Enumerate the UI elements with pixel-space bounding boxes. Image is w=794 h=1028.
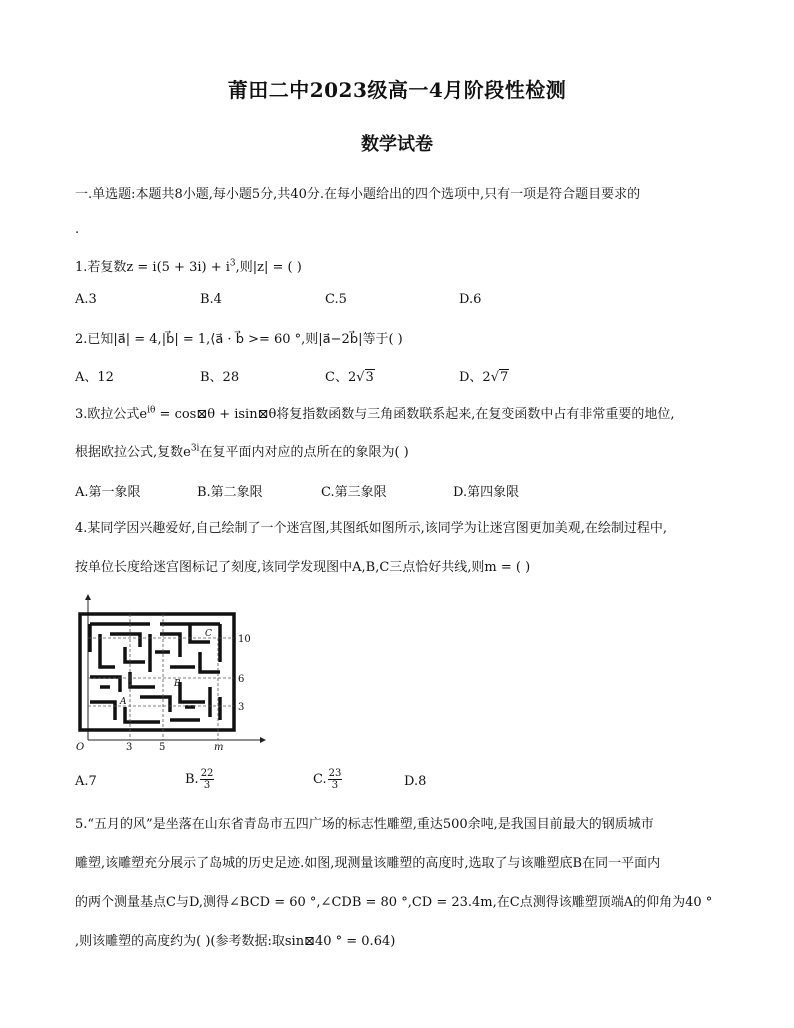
maze-inner-walls [90, 624, 220, 722]
q2-option-d: D、2√7 [459, 370, 509, 385]
y-tick-6: 6 [238, 674, 245, 685]
y-tick-10: 10 [238, 634, 251, 645]
q3-line2-sup: 3i [190, 443, 200, 454]
q2-option-c: C、2√3 [325, 370, 374, 385]
question-1-stem [75, 256, 302, 275]
q3-option-b: B.第二象限 [197, 485, 263, 500]
q4-option-a: A.7 [75, 774, 97, 789]
page-subtitle: 数学试卷 [361, 134, 433, 155]
section-header: 一.单选题:本题共8小题,每小题5分,共40分.在每小题给出的四个选项中,只有一项是符合题目要求的 [75, 187, 641, 202]
q1-option-d: D.6 [459, 292, 482, 307]
x-tick-3: 3 [126, 742, 133, 753]
q3-line1-sup: iθ [147, 405, 156, 416]
question-5-line-4: ,则该雕塑的高度约为( )(参考数据:取sin⊠40 ° = 0.64) [75, 934, 396, 949]
q4-option-b-fraction [200, 768, 215, 791]
x-tick-5: 5 [159, 742, 166, 753]
maze-figure [70, 592, 270, 756]
q4-option-b-denominator: 3 [203, 780, 211, 791]
q4-option-b-label: B. [185, 772, 199, 787]
q3-option-d: D.第四象限 [453, 485, 520, 500]
q1-stem-sup: 3 [229, 258, 236, 269]
question-5-line-2: 雕塑,该雕塑充分展示了岛城的历史足迹.如图,现测量该雕塑的高度时,选取了与该雕塑底B在同一平面内 [75, 856, 661, 871]
origin-label: O [76, 742, 85, 753]
section-header-tail: . [75, 222, 80, 237]
q1-stem-part: ,则|z| = ( ) [235, 260, 302, 275]
q1-option-b: B.4 [200, 292, 222, 307]
question-5-line-3: 的两个测量基点C与D,测得∠BCD = 60 °,∠CDB = 80 °,CD = 23.4m,在C点测得该雕塑顶端A的仰角为40 ° [75, 895, 713, 910]
q4-option-b-numerator: 22 [200, 768, 214, 779]
q1-option-a: A.3 [75, 292, 97, 307]
q1-option-c: C.5 [325, 292, 347, 307]
q4-option-c-denominator: 3 [331, 780, 339, 791]
question-3-line-1 [75, 403, 675, 422]
y-tick-3: 3 [238, 702, 245, 713]
q3-option-c: C.第三象限 [321, 485, 387, 500]
q2-option-d-label: D、2 [459, 370, 491, 385]
q2-option-c-radicand: 3 [365, 370, 374, 385]
q3-line2-part: 根据欧拉公式,复数e [75, 445, 191, 460]
question-3-line-2 [75, 441, 409, 460]
point-c-label: C [205, 629, 212, 639]
point-b-label: B [174, 679, 181, 689]
page-title: 莆田二中2023级高一4月阶段性检测 [227, 78, 567, 102]
q3-line2-part: 在复平面内对应的点所在的象限为( ) [199, 445, 409, 460]
q2-option-a: A、12 [75, 370, 114, 385]
question-2-stem: 2.已知|a⃗| = 4,|b⃗| = 1,⟨a⃗ · b⃗ >= 60 °,则|a⃗−2b⃗|等于( ) [75, 332, 403, 347]
q4-option-c-label: C. [313, 772, 327, 787]
q4-option-b [185, 768, 215, 791]
x-axis-arrow-icon [260, 737, 266, 743]
question-4-line-2: 按单位长度给迷宫图标记了刻度,该同学发现图中A,B,C三点恰好共线,则m = ( ) [75, 560, 531, 575]
q2-option-b: B、28 [200, 370, 240, 385]
q4-option-c [313, 768, 343, 791]
q2-option-c-label: C、2 [325, 370, 357, 385]
q4-option-c-fraction [328, 768, 343, 791]
q3-line1-part: = cos⊠θ + isin⊠θ将复指数函数与三角函数联系起来,在复变函数中占有非常重要的地位, [155, 407, 675, 422]
question-5-line-1: 5.“五月的风”是坐落在山东省青岛市五四广场的标志性雕塑,重达500余吨,是我国目前最大的钢质城市 [75, 817, 654, 832]
q2-option-d-radicand: 7 [500, 370, 509, 385]
q4-option-d: D.8 [404, 774, 427, 789]
q3-line1-part: 3.欧拉公式e [75, 407, 148, 422]
q4-option-c-numerator: 23 [328, 768, 342, 779]
point-a-label: A [120, 697, 127, 707]
y-axis-arrow-icon [85, 594, 91, 600]
x-tick-m: m [214, 742, 224, 753]
q1-stem-part: 1.若复数z = i(5 + 3i) + i [75, 260, 230, 275]
question-4-line-1: 4.某同学因兴趣爱好,自己绘制了一个迷宫图,其图纸如图所示,该同学为让迷宫图更加美观,在绘制过程中, [75, 521, 668, 536]
q3-option-a: A.第一象限 [75, 485, 141, 500]
